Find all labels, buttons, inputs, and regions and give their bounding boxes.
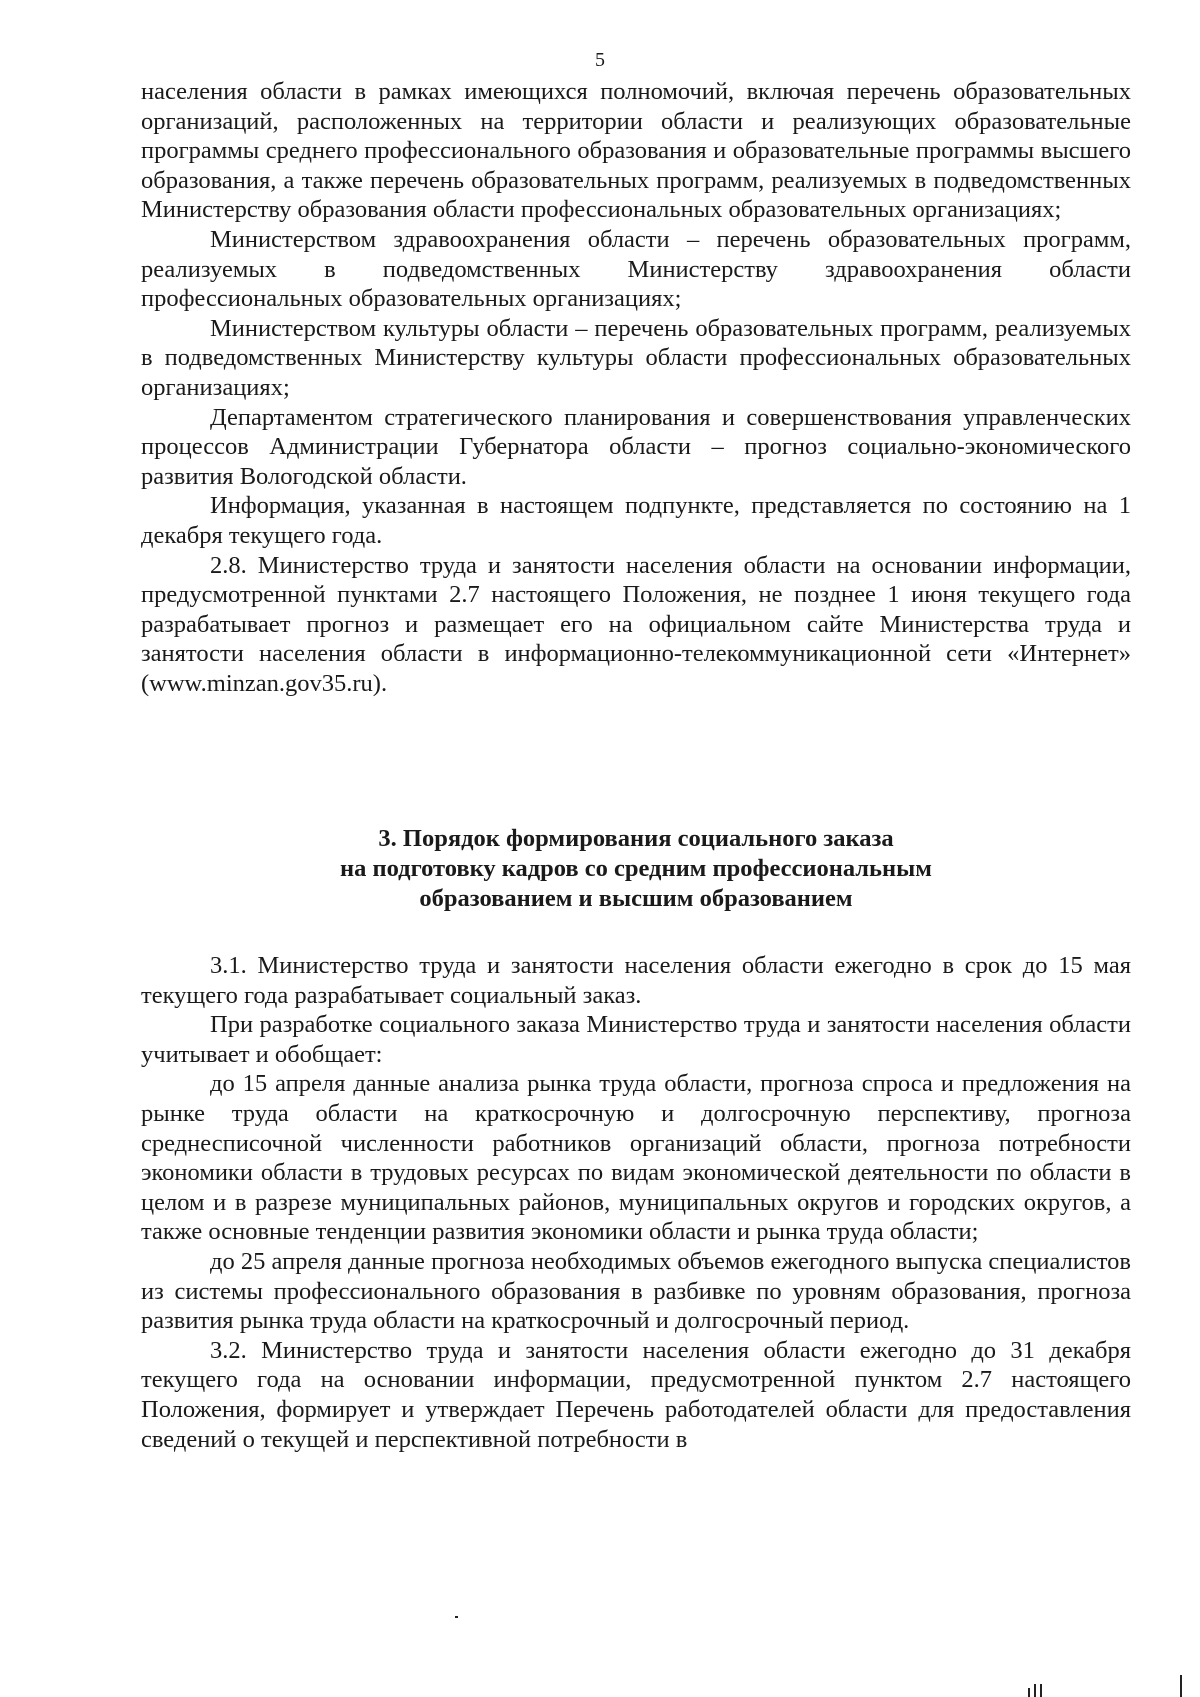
- paragraph: 3.2. Министерство труда и занятости населения области ежегодно до 31 декабря текущего года на основании информации, предусмотренной пунктом 2.7 настоящего Положения, формирует и утверждает Перечень работодателей области для предоставления сведений о текущей и перспективной потребности в: [141, 1336, 1131, 1453]
- scan-mark: [1034, 1684, 1036, 1697]
- heading-line: образованием и высшим образованием: [419, 885, 853, 912]
- scan-mark: [1028, 1688, 1030, 1697]
- section-3-text: [141, 951, 1131, 1454]
- scan-edge-marks: [1028, 1670, 1188, 1697]
- paragraph: 2.8. Министерство труда и занятости населения области на основании информации, предусмотренной пунктами 2.7 настоящего Положения, не позднее 1 июня текущего года разрабатывает прогноз и размещает его на официальном сайте Министерства труда и занятости населения области в информационно-телекоммуникационной сети «Интернет» (www.minzan.gov35.ru).: [141, 551, 1131, 697]
- scan-speck: [455, 1616, 458, 1618]
- paragraph: Информация, указанная в настоящем подпункте, представляется по состоянию на 1 декабря текущего года.: [141, 492, 1131, 549]
- paragraph: до 15 апреля данные анализа рынка труда области, прогноза спроса и предложения на рынке труда области на краткосрочную и долгосрочную перспективу, прогноза среднесписочной численности работников организаций области, прогноза потребности экономики области в трудовых ресурсах по видам экономической деятельности по области в целом и в разрезе муниципальных районов, муниципальных округов и городских округов, а также основные тенденции развития экономики области и рынка труда области;: [141, 1070, 1131, 1246]
- section-3-heading: [141, 824, 1131, 914]
- section-2-text: [141, 77, 1131, 698]
- paragraph: При разработке социального заказа Министерство труда и занятости населения области учитывает и обобщает:: [141, 1011, 1131, 1068]
- paragraph: Министерством культуры области – перечень образовательных программ, реализуемых в подведомственных Министерству культуры области профессиональных образовательных организациях;: [141, 314, 1131, 401]
- page-number: 5: [595, 49, 605, 71]
- paragraph: населения области в рамках имеющихся полномочий, включая перечень образовательных организаций, расположенных на территории области и реализующих образовательные программы среднего профессионального образования и образовательные программы высшего образования, а также перечень образовательных программ, реализуемых в подведомственных Министерству образования области профессиональных образовательных организациях;: [141, 78, 1131, 224]
- paragraph: Департаментом стратегического планирования и совершенствования управленческих процессов Администрации Губернатора области – прогноз социально-экономического развития Вологодской области.: [141, 403, 1131, 490]
- paragraph: до 25 апреля данные прогноза необходимых объемов ежегодного выпуска специалистов из системы профессионального образования в разбивке по уровням образования, прогноза развития рынка труда области на краткосрочный и долгосрочный период.: [141, 1247, 1131, 1335]
- paragraph: 3.1. Министерство труда и занятости населения области ежегодно в срок до 15 мая текущего года разрабатывает социальный заказ.: [141, 952, 1131, 1009]
- scan-mark: [1040, 1684, 1042, 1697]
- scan-mark: [1180, 1675, 1182, 1697]
- heading-line: на подготовку кадров со средним профессиональным: [340, 855, 932, 882]
- heading-line: 3. Порядок формирования социального заказа: [378, 825, 894, 852]
- paragraph: Министерством здравоохранения области – перечень образовательных программ, реализуемых в подведомственных Министерству здравоохранения области профессиональных образовательных организациях;: [141, 225, 1131, 313]
